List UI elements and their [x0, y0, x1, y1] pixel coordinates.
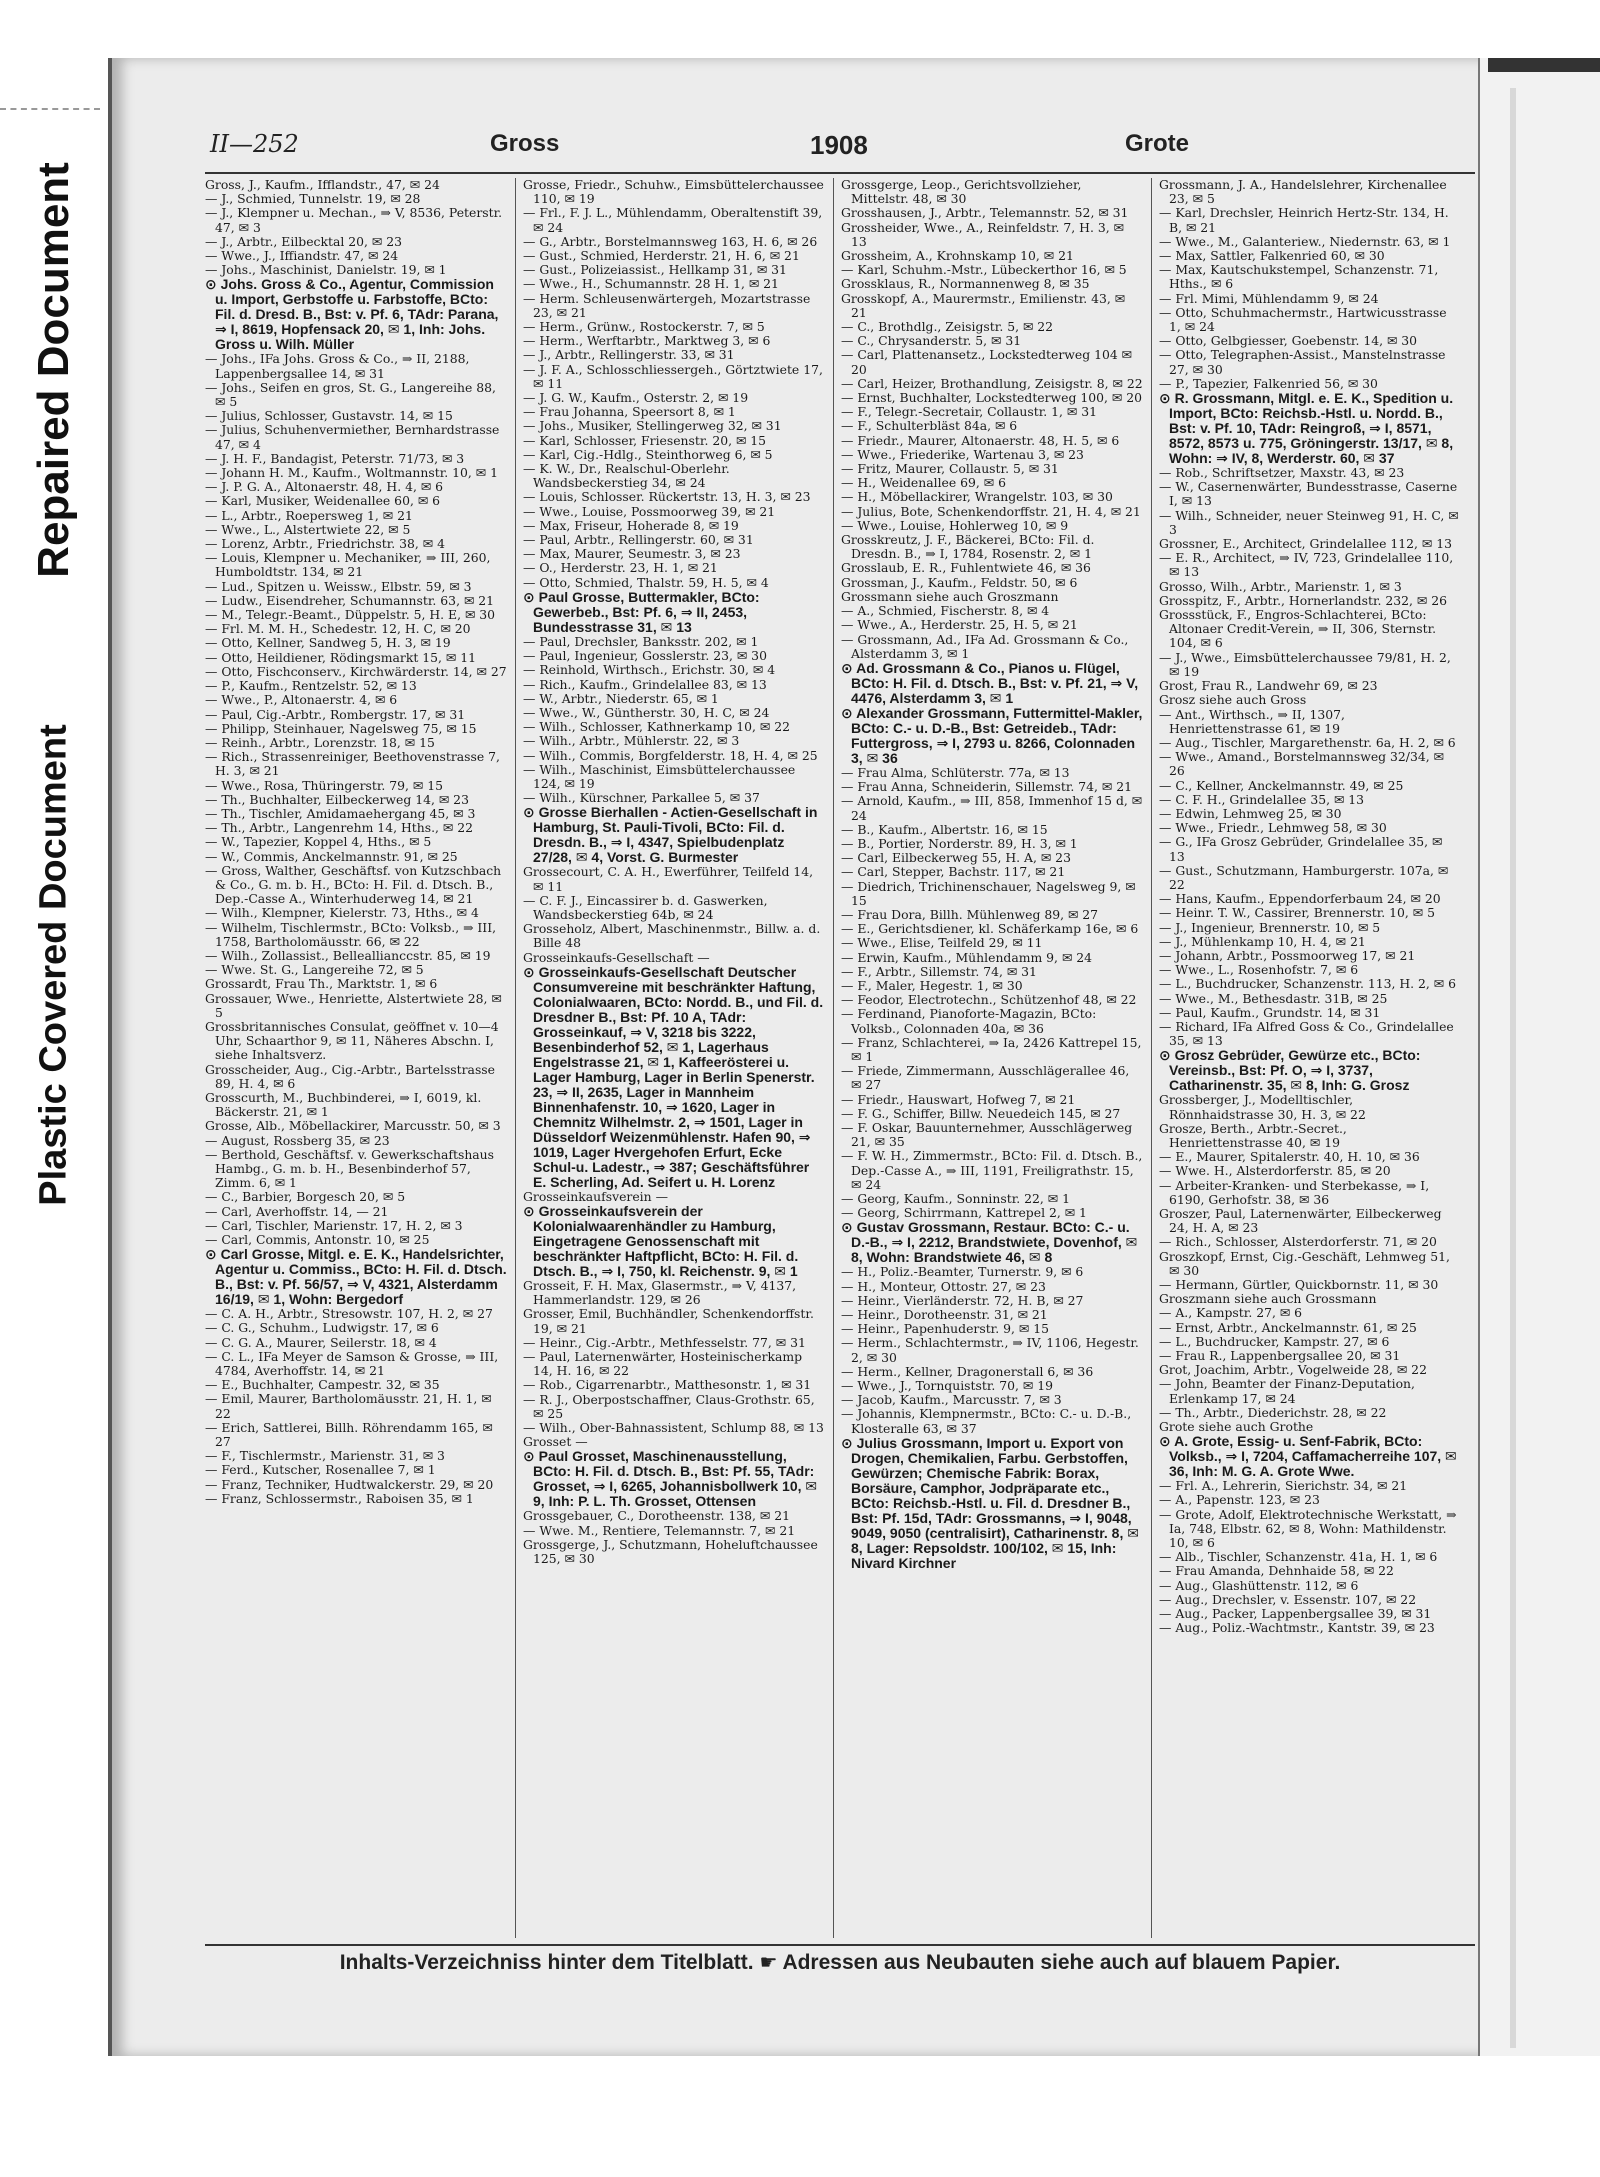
- directory-entry: — Johs., Maschinist, Danielstr. 19, ✉ 1: [205, 262, 447, 278]
- directory-entry: Gross, J., Kaufm., Ifflandstr., 47, ✉ 24: [205, 178, 440, 192]
- directory-entry: ⊙ Ad. Grossmann & Co., Pianos u. Flügel, BCto: H. Fil. d. Dtsch. B., Bst: v. Pf. 21, ⇒ V, 4476, Alsterdamm 3, ✉ 1: [841, 659, 1139, 706]
- column-4: [1159, 178, 1461, 1938]
- directory-entry: — W., Tapezier, Koppel 4, Hths., ✉ 5: [205, 834, 432, 850]
- directory-entry: — Otto, Telegraphen-Assist., Manstelnstrasse 27, ✉ 30: [1159, 347, 1446, 377]
- directory-entry: — W., Arbtr., Niederstr. 65, ✉ 1: [523, 690, 719, 706]
- directory-entry: — August, Rossberg 35, ✉ 23: [205, 1132, 390, 1148]
- directory-entry: — Erwin, Kaufm., Mühlendamm 9, ✉ 24: [841, 949, 1093, 965]
- directory-entry: — L., Arbtr., Roepersweg 1, ✉ 21: [205, 507, 413, 523]
- directory-entry: — J., Mühlenkamp 10, H. 4, ✉ 21: [1159, 933, 1366, 949]
- directory-entry: — Grossmann, Ad., IFa Ad. Grossmann & Co., Alsterdamm 3, ✉ 1: [841, 631, 1129, 661]
- directory-entry: Grossklaus, R., Normannenweg 8, ✉ 35: [841, 276, 1090, 292]
- directory-entry: — Wwe., Louise, Hohlerweg 10, ✉ 9: [841, 517, 1069, 533]
- directory-entry: — Edwin, Lehmweg 25, ✉ 30: [1159, 805, 1342, 821]
- directory-entry: Grosskopf, A., Maurermstr., Emilienstr. 43, ✉ 21: [841, 290, 1126, 320]
- directory-entry: — Reinhold, Wirthsch., Erichstr. 30, ✉ 4: [523, 662, 776, 678]
- directory-entry: — Louis, Schlosser. Rückertstr. 13, H. 3, ✉ 23: [523, 489, 811, 505]
- directory-entry: Grossgerge, Leop., Gerichtsvollzieher, Mittelstr. 48, ✉ 30: [841, 178, 1082, 207]
- directory-entry: — M., Telegr.-Beamt., Düppelstr. 5, H. E, ✉ 30: [205, 607, 496, 623]
- directory-entry: ⊙ R. Grossmann, Mitgl. e. E. K., Spedition u. Import, BCto: Reichsb.-Hstl. u. Nordd. B., Bst: v. Pf. 10, TAdr: Reingroß, ⇒ I, 8571, 8572, 8573 u. 775, Gröningerstr. 13/17, ✉ 8, Wohn: ⇒ IV, 8, Werderstr. 60, ✉ 37: [1159, 390, 1454, 467]
- directory-entry: Grosse, Friedr., Schuhw., Eimsbüttelerchaussee 110, ✉ 19: [523, 178, 824, 207]
- directory-entry: — Ferd., Kutscher, Rosenallee 7, ✉ 1: [205, 1462, 436, 1478]
- directory-entry: — Rob., Schriftsetzer, Maxstr. 43, ✉ 23: [1159, 465, 1405, 481]
- directory-entry: Grossheider, Wwe., A., Reinfeldstr. 7, H. 3, ✉ 13: [841, 219, 1125, 249]
- directory-entry: — C. G. A., Maurer, Seilerstr. 18, ✉ 4: [205, 1334, 437, 1350]
- directory-entry: — H., Monteur, Ottostr. 27, ✉ 23: [841, 1278, 1046, 1294]
- directory-entry: Grossmann siehe auch Groszmann: [841, 588, 1059, 604]
- directory-entry: — Feodor, Electrotechn., Schützenhof 48, ✉ 22: [841, 992, 1137, 1008]
- directory-entry: — Georg, Schirrmann, Kattrepel 2, ✉ 1: [841, 1205, 1087, 1221]
- directory-entry: — Wilh., Schlosser, Kathnerkamp 10, ✉ 22: [523, 719, 790, 735]
- directory-entry: — Otto, Fischconserv., Kirchwärderstr. 14, ✉ 27: [205, 663, 507, 679]
- directory-entry: — Frl. M. M. H., Schedestr. 12, H. C, ✉ 20: [205, 621, 471, 637]
- directory-entry: — Karl, Cig.-Hdlg., Steinthorweg 6, ✉ 5: [523, 446, 773, 462]
- directory-entry: Grossbritannisches Consulat, geöffnet v. 10—4 Uhr, Schaarthor 9, ✉ 11, Näheres Abschn. I, siehe Inhaltsverz.: [205, 1018, 499, 1063]
- directory-entry: Grosseit, F. H. Max, Glasermstr., ⇒ V, 4137, Hammerlandstr. 129, ✉ 26: [523, 1277, 797, 1308]
- directory-entry: — Frau Amanda, Dehnhaide 58, ✉ 22: [1159, 1563, 1394, 1579]
- directory-entry: — Wwe., L., Alstertwiete 22, ✉ 5: [205, 521, 411, 537]
- directory-entry: Grosseinkaufsverein —: [523, 1188, 668, 1204]
- directory-entry: — W., Commis, Anckelmannstr. 91, ✉ 25: [205, 848, 458, 864]
- directory-entry: — Paul, Kaufm., Grundstr. 14, ✉ 31: [1159, 1004, 1381, 1020]
- directory-entry: ⊙ Grosse Bierhallen - Actien-Gesellschaft in Hamburg, St. Pauli-Tivoli, BCto: Fil. d. Dresdn. B., ⇒ I, 4347, Spielbudenplatz 27/28, ✉ 4, Vorst. G. Burmester: [523, 804, 818, 866]
- directory-entry: — J. H. F., Bandagist, Peterstr. 71/73, ✉ 3: [205, 450, 465, 466]
- directory-entry: — E., Maurer, Spitalerstr. 40, H. 10, ✉ 36: [1159, 1149, 1420, 1165]
- directory-entry: — J., Arbtr., Rellingerstr. 33, ✉ 31: [523, 347, 735, 363]
- directory-entry: Grossardt, Frau Th., Marktstr. 1, ✉ 6: [205, 976, 438, 992]
- directory-entry: — Paul, Drechsler, Banksstr. 202, ✉ 1: [523, 633, 759, 649]
- directory-entry: — Th., Arbtr., Diederichstr. 28, ✉ 22: [1159, 1404, 1387, 1420]
- directory-entry: — Frau Johanna, Speersort 8, ✉ 1: [523, 404, 736, 420]
- directory-entry: — Th., Tischler, Amidamaehergang 45, ✉ 3: [205, 805, 476, 821]
- directory-entry: — Friedr., Hauswart, Hofweg 7, ✉ 21: [841, 1091, 1076, 1107]
- directory-entry: — Franz, Techniker, Hudtwalckerstr. 29, ✉ 20: [205, 1476, 494, 1492]
- directory-entry: — Julius, Schlosser, Gustavstr. 14, ✉ 15: [205, 408, 453, 424]
- directory-entry: — C., Barbier, Borgesch 20, ✉ 5: [205, 1189, 406, 1205]
- directory-entry: — Frau Anna, Schneiderin, Sillemstr. 74, ✉ 21: [841, 779, 1132, 795]
- directory-entry: — Wwe. H., Alsterdorferstr. 85, ✉ 20: [1159, 1163, 1391, 1179]
- directory-entry: — P., Tapezier, Falkenried 56, ✉ 30: [1159, 375, 1378, 391]
- directory-entry: — J., Arbtr., Eilbecktal 20, ✉ 23: [205, 233, 402, 249]
- column-divider: [833, 178, 834, 1938]
- directory-entry: — Otto, Kellner, Sandweg 5, H. 3, ✉ 19: [205, 635, 451, 651]
- directory-entry: Grossauer, Wwe., Henriette, Alstertwiete 28, ✉ 5: [205, 990, 502, 1020]
- directory-entry: — J., Klempner u. Mechan., ⇒ V, 8536, Peterstr. 47, ✉ 3: [205, 205, 503, 235]
- directory-entry: ⊙ Johs. Gross & Co., Agentur, Commission u. Import, Gerbstoffe u. Farbstoffe, BCto: Fil. d. Dresd. B., Bst: v. Pf. 6, TAdr: Parana, ⇒ I, 8619, Hopfensack 20, ✉ 1, Inh: Johs. Gross u. Wilh. Müller: [205, 276, 499, 353]
- directory-entry: — L., Buchdrucker, Kampstr. 27, ✉ 6: [1159, 1333, 1390, 1349]
- directory-entry: — Paul, Arbtr., Rellingerstr. 60, ✉ 31: [523, 532, 754, 548]
- directory-entry: — J. P. G. A., Altonaerstr. 48, H. 4, ✉ 6: [205, 479, 444, 495]
- header-year: 1908: [810, 130, 868, 160]
- directory-entry: — Rich., Schlosser, Alsterdorferstr. 71, ✉ 20: [1159, 1234, 1437, 1250]
- directory-entry: — Johann H. M., Kaufm., Woltmannstr. 10, ✉ 1: [205, 465, 498, 481]
- directory-entry: ⊙ Grosseinkaufsverein der Kolonialwaarenhändler zu Hamburg, Eingetragene Genossenschaft mit beschränkter Haftpflicht, BCto: H. Fil. d. Dtsch. B., ⇒ I, 750, kl. Reichenstr. 9, ✉ 1: [523, 1202, 799, 1279]
- directory-entry: — Wwe. M., Rentiere, Telemannstr. 7, ✉ 21: [523, 1522, 796, 1538]
- directory-entry: — Otto, Schmied, Thalstr. 59, H. 5, ✉ 4: [523, 574, 769, 590]
- directory-entry: — Heinr., Vierländerstr. 72, H. B, ✉ 27: [841, 1292, 1084, 1308]
- header-right-word: Grote: [1125, 130, 1190, 157]
- directory-entry: Grosskreutz, J. F., Bäckerei, BCto: Fil. d. Dresdn. B., ⇒ I, 1784, Rosenstr. 2, ✉ 1: [841, 532, 1095, 562]
- directory-entry: Grosseholz, Albert, Maschinenmstr., Billw. a. d. Bille 48: [523, 921, 821, 951]
- directory-entry: — Wwe., P., Altonaerstr. 4, ✉ 6: [205, 692, 398, 708]
- directory-entry: — Wilh., Arbtr., Mühlerstr. 22, ✉ 3: [523, 733, 740, 749]
- directory-entry: Grosze, Berth., Arbtr.-Secret., Henriettenstrasse 40, ✉ 19: [1159, 1120, 1347, 1150]
- directory-entry: — Johann, Arbtr., Possmoorweg 17, ✉ 21: [1159, 947, 1416, 963]
- column-divider: [515, 178, 516, 1938]
- directory-entry: — W., Casernenwärter, Bundesstrasse, Caserne I, ✉ 13: [1159, 479, 1458, 509]
- directory-entry: — Aug., Poliz.-Wachtmstr., Kantstr. 39, ✉ 23: [1159, 1620, 1435, 1636]
- directory-entry: — Franz, Schlachterei, ⇒ Ia, 2426 Kattrepel 15, ✉ 1: [841, 1034, 1142, 1064]
- directory-entry: — Max, Sattler, Falkenried 60, ✉ 30: [1159, 248, 1385, 264]
- directory-entry: — H., Poliz.-Beamter, Turnerstr. 9, ✉ 6: [841, 1264, 1084, 1280]
- directory-entry: Grossecourt, C. A. H., Ewerführer, Teilfeld 14, ✉ 11: [523, 864, 814, 894]
- page-header: [210, 130, 1490, 166]
- directory-entry: ⊙ Paul Grosse, Buttermakler, BCto: Gewerbeb., Bst: Pf. 6, ⇒ II, 2453, Bundesstrasse 31, ✉ 13: [523, 588, 760, 635]
- directory-entry: — Philipp, Steinhauer, Nagelsweg 75, ✉ 15: [205, 720, 477, 736]
- directory-entry: — Aug., Packer, Lappenbergsallee 39, ✉ 31: [1159, 1606, 1432, 1622]
- directory-entry: — A., Papenstr. 123, ✉ 23: [1159, 1492, 1320, 1508]
- directory-entry: — Th., Buchhalter, Eilbeckerweg 14, ✉ 23: [205, 791, 469, 807]
- directory-entry: — Th., Arbtr., Langenrehm 14, Hths., ✉ 22: [205, 820, 473, 836]
- directory-entry: Grosz siehe auch Gross: [1159, 692, 1307, 708]
- directory-entry: Grot, Joachim, Arbtr., Vogelweide 28, ✉ 22: [1159, 1362, 1427, 1378]
- directory-entry: — Wilhelm, Tischlermstr., BCto: Volksb., ⇒ III, 1758, Bartholomäusstr. 66, ✉ 22: [205, 919, 497, 949]
- directory-entry: — Wwe., J., Iffiandstr. 47, ✉ 24: [205, 248, 399, 264]
- directory-entry: — A., Kampstr. 27, ✉ 6: [1159, 1305, 1303, 1321]
- directory-entry: — J. G. W., Kaufm., Osterstr. 2, ✉ 19: [523, 390, 749, 406]
- directory-entry: — Ant., Wirthsch., ⇒ II, 1307, Henriettenstrasse 61, ✉ 19: [1159, 706, 1345, 736]
- directory-entry: — Ferdinand, Pianoforte-Magazin, BCto: Volksb., Colonnaden 40a, ✉ 36: [841, 1006, 1097, 1036]
- directory-entry: Grosspitz, F., Arbtr., Hornerlandstr. 232, ✉ 26: [1159, 592, 1447, 608]
- directory-entry: — Alb., Tischler, Schanzenstr. 41a, H. 1, ✉ 6: [1159, 1549, 1438, 1565]
- page-number: II—252: [210, 130, 299, 158]
- directory-entry: — Herm., Schlachtermstr., ⇒ IV, 1106, Hegestr. 2, ✉ 30: [841, 1335, 1139, 1365]
- directory-columns: [205, 178, 1475, 1938]
- directory-entry: — J., Schmied, Tunnelstr. 19, ✉ 28: [205, 191, 421, 207]
- directory-entry: — B., Portier, Norderstr. 89, H. 3, ✉ 1: [841, 835, 1078, 851]
- directory-entry: ⊙ Paul Grosset, Maschinenausstellung, BCto: H. Fil. d. Dtsch. B., Bst: Pf. 55, TAdr: Grosset, ⇒ I, 6265, Johannisbollwerk 10, ✉ 9, Inh: P. L. Th. Grosset, Ottensen: [523, 1448, 818, 1510]
- directory-entry: — Fritz, Maurer, Collaustr. 5, ✉ 31: [841, 461, 1059, 477]
- directory-entry: — Friedr., Maurer, Altonaerstr. 48, H. 5, ✉ 6: [841, 432, 1120, 448]
- directory-entry: — Richard, IFa Alfred Goss & Co., Grindelallee 35, ✉ 13: [1159, 1018, 1454, 1049]
- directory-entry: — Julius, Bote, Schenkendorffstr. 21, H. 4, ✉ 21: [841, 503, 1141, 519]
- directory-entry: — Gross, Walther, Geschäftsf. von Kutzschbach & Co., G. m. b. H., BCto: H. Fil. d. Dtsch. B., Dep.-Casse A., Winterhuderweg 14, ✉ 21: [205, 862, 502, 907]
- directory-entry: — Karl, Schuhm.-Mstr., Lübeckerthor 16, ✉ 5: [841, 262, 1127, 278]
- directory-entry: — F. G., Schiffer, Billw. Neuedeich 145, ✉ 27: [841, 1105, 1121, 1121]
- header-left-word: Gross: [490, 130, 560, 157]
- directory-entry: Grossmann, J. A., Handelslehrer, Kirchenallee 23, ✉ 5: [1159, 178, 1447, 207]
- directory-entry: Groszkopf, Ernst, Cig.-Geschäft, Lehmweg 51, ✉ 30: [1159, 1248, 1450, 1278]
- header-rule: [205, 172, 1475, 174]
- directory-entry: — Frl. A., Lehrerin, Sierichstr. 34, ✉ 21: [1159, 1478, 1408, 1494]
- directory-entry: — P., Kaufm., Rentzelstr. 52, ✉ 13: [205, 678, 417, 694]
- directory-entry: — C. G., Schuhm., Ludwigstr. 17, ✉ 6: [205, 1320, 439, 1336]
- page-edge: [1478, 58, 1600, 2056]
- directory-entry: — Wilh., Klempner, Kielerstr. 73, Hths., ✉ 4: [205, 905, 479, 921]
- page-edge-strip: [1510, 88, 1516, 2048]
- directory-entry: — E. R., Architect, ⇒ IV, 723, Grindelallee 110, ✉ 13: [1159, 550, 1454, 580]
- directory-entry: — Lorenz, Arbtr., Friedrichstr. 38, ✉ 4: [205, 536, 445, 552]
- directory-entry: — F. Oskar, Bauunternehmer, Ausschlägerweg 21, ✉ 35: [841, 1119, 1133, 1150]
- page-footer: [205, 1950, 1475, 1986]
- directory-entry: — Max, Friseur, Hoherade 8, ✉ 19: [523, 517, 739, 533]
- directory-entry: — Hans, Kaufm., Eppendorferbaum 24, ✉ 20: [1159, 891, 1441, 907]
- directory-entry: — Wwe., M., Bethesdastr. 31B, ✉ 25: [1159, 990, 1388, 1006]
- directory-entry: — A., Schmied, Fischerstr. 8, ✉ 4: [841, 603, 1050, 619]
- directory-entry: Grote siehe auch Grothe: [1159, 1419, 1314, 1435]
- directory-entry: — Wwe., J., Tornquiststr. 70, ✉ 19: [841, 1378, 1054, 1394]
- directory-entry: — Johs., Musiker, Stellingerweg 32, ✉ 31: [523, 418, 782, 434]
- directory-entry: Grosscheider, Aug., Cig.-Arbtr., Bartelsstrasse 89, H. 4, ✉ 6: [205, 1061, 495, 1091]
- directory-entry: Grosset —: [523, 1434, 588, 1450]
- directory-entry: — Berthold, Geschäftsf. v. Gewerkschaftshaus Hambg., G. m. b. H., Besenbinderhof 57, Zimm. 6, ✉ 1: [205, 1146, 495, 1191]
- directory-entry: ⊙ Grosz Gebrüder, Gewürze etc., BCto: Vereinsb., Bst: Pf. O, ⇒ I, 3737, Catharinenstr. 35, ✉ 8, Inh: G. Grosz: [1159, 1047, 1421, 1094]
- directory-entry: — R. J., Oberpostschaffner, Claus-Grothstr. 65, ✉ 25: [523, 1391, 815, 1421]
- directory-entry: — Carl, Tischler, Marienstr. 17, H. 2, ✉ 3: [205, 1217, 463, 1233]
- directory-entry: — Aug., Glashüttenstr. 112, ✉ 6: [1159, 1577, 1359, 1593]
- directory-entry: — John, Beamter der Finanz-Deputation, Erlenkamp 17, ✉ 24: [1159, 1376, 1415, 1406]
- directory-entry: — E., Buchhalter, Campestr. 32, ✉ 35: [205, 1377, 440, 1393]
- directory-entry: — Carl, Plattenansetz., Lockstedterweg 104 ✉ 20: [841, 347, 1133, 377]
- directory-entry: — Wwe., Elise, Teilfeld 29, ✉ 11: [841, 935, 1043, 951]
- directory-entry: — Wilh., Zollassist., Belleallianccstr. 85, ✉ 19: [205, 947, 491, 963]
- directory-entry: Grossheim, A., Krohnskamp 10, ✉ 21: [841, 248, 1074, 264]
- directory-entry: Grosser, Emil, Buchhändler, Schenkendorffstr. 19, ✉ 21: [523, 1306, 814, 1336]
- directory-entry: Grost, Frau R., Landwehr 69, ✉ 23: [1159, 678, 1378, 694]
- directory-entry: ⊙ Julius Grossmann, Import u. Export von Drogen, Chemikalien, Farbu. Gerbstoffen, Gewürzen; Chemische Fabrik: Borax, Borsäure, Camphor, Jodpräparate etc., BCto: Reichsb.-Hstl. u. Fil. d. Dresdner B., Bst: Pf. 15d, TAdr: Grossmanns, ⇒ I, 9048, 9049, 9050 (centralisirt), Catharinenstr. 8, ✉ 8, Lager: Repsoldstr. 100/102, ✉ 15, Inh: Nivard Kirchner: [841, 1434, 1139, 1571]
- directory-entry: — C., Chrysanderstr. 5, ✉ 31: [841, 333, 1022, 349]
- directory-entry: — Gust., Schmied, Herderstr. 21, H. 6, ✉ 21: [523, 248, 800, 264]
- column-divider: [1151, 178, 1152, 1938]
- directory-entry: — Carl, Commis, Antonstr. 10, ✉ 25: [205, 1232, 430, 1248]
- directory-entry: — Herm., Kellner, Dragonerstall 6, ✉ 36: [841, 1363, 1094, 1379]
- directory-entry: — Emil, Maurer, Bartholomäusstr. 21, H. 1, ✉ 22: [205, 1391, 492, 1421]
- footer-right-text: Adressen aus Neubauten siehe auch auf blauem Papier.: [782, 1951, 1341, 1974]
- directory-entry: — Wwe., L., Rosenhofstr. 7, ✉ 6: [1159, 962, 1359, 978]
- directory-entry: — Julius, Schuhenvermiether, Bernhardstrasse 47, ✉ 4: [205, 422, 500, 452]
- directory-entry: — Herm., Werftarbtr., Marktweg 3, ✉ 6: [523, 333, 771, 349]
- directory-entry: — H., Weidenallee 69, ✉ 6: [841, 475, 1006, 491]
- directory-entry: — J., Wwe., Eimsbüttelerchaussee 79/81, H. 2, ✉ 19: [1159, 649, 1451, 679]
- directory-entry: — C., Kellner, Anckelmannstr. 49, ✉ 25: [1159, 777, 1404, 793]
- directory-entry: — C. A. H., Arbtr., Stresowstr. 107, H. 2, ✉ 27: [205, 1306, 493, 1322]
- directory-entry: — B., Kaufm., Albertstr. 16, ✉ 15: [841, 821, 1048, 837]
- directory-entry: — Carl, Stepper, Bachstr. 117, ✉ 21: [841, 864, 1066, 880]
- directory-entry: — Karl, Musiker, Weidenallee 60, ✉ 6: [205, 493, 441, 509]
- directory-entry: Grosseinkaufs-Gesellschaft —: [523, 949, 710, 965]
- directory-entry: — Wilh., Schneider, neuer Steinweg 91, H. C, ✉ 3: [1159, 507, 1459, 537]
- directory-entry: — Arnold, Kaufm., ⇒ III, 858, Immenhof 15 d, ✉ 24: [841, 793, 1143, 823]
- directory-entry: — E., Gerichtsdiener, kl. Schäferkamp 16e, ✉ 6: [841, 921, 1139, 937]
- directory-entry: — F. W. H., Zimmermstr., BCto: Fil. d. Dtsch. B., Dep.-Casse A., ⇒ III, 1191, Freiligrathstr. 15, ✉ 24: [841, 1148, 1143, 1192]
- directory-entry: — Frau R., Lappenbergsallee 20, ✉ 31: [1159, 1348, 1401, 1364]
- directory-entry: — Louis, Klempner u. Mechaniker, ⇒ III, 260, Humboldtstr. 134, ✉ 21: [205, 550, 491, 580]
- directory-entry: — Wwe., Rosa, Thüringerstr. 79, ✉ 15: [205, 777, 444, 793]
- directory-entry: — Arbeiter-Kranken- und Sterbekasse, ⇒ I, 6190, Gerhofstr. 38, ✉ 36: [1159, 1177, 1430, 1207]
- directory-entry: — Frl. Mimi, Mühlendamm 9, ✉ 24: [1159, 290, 1379, 306]
- directory-entry: Grosshausen, J., Arbtr., Telemannstr. 52, ✉ 31: [841, 205, 1129, 221]
- directory-entry: ⊙ Grosseinkaufs-Gesellschaft Deutscher Consumvereine mit beschränkter Haftung, Colonialwaaren, BCto: Nordd. B., und Fil. d. Dresdner B., Bst: Pf. 10 A, TAdr: Grosseinkauf, ⇒ V, 3218 bis 3222, Besenbinderhof 52, ✉ 1, Lagerhaus Engelstrasse 21, ✉ 1, Kaffeerösterei u. Lager Hamburg, Lager in Berlin Spenerstr. 23, ⇒ II, 2635, Lager in Mannheim Binnenhafenstr. 10, ⇒ 1620, Lager in Chemnitz Wilhelmstr. 2, ⇒ 1501, Lager in Düsseldorf Weizenmühlenstr. Hafen 90, ⇒ 1019, Lager Hvergehofen Erfurt, Ecke Schul-u. Ladestr., ⇒ 387; Geschäftsführer E. Scherling, Ad. Seifert u. H. Lorenz: [523, 963, 824, 1190]
- directory-entry: Groszmann siehe auch Grossmann: [1159, 1291, 1377, 1307]
- directory-entry: — Grote, Adolf, Elektrotechnische Werkstatt, ⇒ Ia, 748, Elbstr. 62, ✉ 8, Wohn: Mathildenstr. 10, ✉ 6: [1159, 1506, 1457, 1551]
- directory-entry: Grossstück, F., Engros-Schlachterei, BCto: Altonaer Credit-Verein, ⇒ II, 306, Sternstr. 104, ✉ 6: [1159, 607, 1437, 651]
- footer-left-text: Inhalts-Verzeichniss hinter dem Titelblatt.: [339, 1951, 754, 1974]
- directory-entry: — J. F. A., Schlosschliessergeh., Görtztwiete 17, ✉ 11: [523, 361, 823, 391]
- directory-entry: — Wwe., Amand., Borstelmannsweg 32/34, ✉ 26: [1159, 749, 1444, 779]
- directory-entry: — Karl, Schlosser, Friesenstr. 20, ✉ 15: [523, 432, 767, 448]
- directory-entry: — Rich., Kaufm., Grindelallee 83, ✉ 13: [523, 676, 767, 692]
- directory-entry: Grossgerge, J., Schutzmann, Hoheluftchaussee 125, ✉ 30: [523, 1536, 818, 1566]
- directory-entry: Grosslaub, E. R., Fuhlentwiete 46, ✉ 36: [841, 560, 1091, 576]
- directory-entry: Grossberger, J., Modelltischler, Rönnhaidstrasse 30, H. 3, ✉ 22: [1159, 1092, 1366, 1122]
- directory-entry: — Wilh., Maschinist, Eimsbüttelerchaussee 124, ✉ 19: [523, 761, 796, 791]
- directory-entry: — Aug., Drechsler, v. Essenstr. 107, ✉ 22: [1159, 1591, 1417, 1607]
- directory-entry: — L., Buchdrucker, Schanzenstr. 113, H. 2, ✉ 6: [1159, 976, 1456, 992]
- directory-entry: — Carl, Eilbeckerweg 55, H. A, ✉ 23: [841, 850, 1071, 866]
- directory-entry: — Jacob, Kaufm., Marcusstr. 7, ✉ 3: [841, 1392, 1062, 1408]
- directory-entry: — Wilh., Ober-Bahnassistent, Schlump 88, ✉ 13: [523, 1419, 824, 1435]
- directory-entry: — Paul, Laternenwärter, Hosteinischerkamp 14, H. 16, ✉ 22: [523, 1348, 803, 1379]
- directory-entry: — J., Ingenieur, Brennerstr. 10, ✉ 5: [1159, 919, 1381, 935]
- directory-entry: — Herm. Schleusenwärtergeh, Mozartstrasse 23, ✉ 21: [523, 290, 811, 320]
- directory-entry: — F., Telegr.-Secretair, Collaustr. 1, ✉ 31: [841, 404, 1097, 420]
- directory-entry: Grosscurth, M., Buchbinderei, ⇒ I, 6019, kl. Bäckerstr. 21, ✉ 1: [205, 1089, 482, 1120]
- directory-entry: — F., Tischlermstr., Marienstr. 31, ✉ 3: [205, 1448, 445, 1464]
- directory-entry: — C. L., IFa Meyer de Samson & Grosse, ⇒ III, 4784, Averhoffstr. 14, ✉ 21: [205, 1348, 499, 1379]
- directory-entry: — Frau Dora, Billh. Mühlenweg 89, ✉ 27: [841, 906, 1099, 922]
- directory-entry: — Ludw., Eisendreher, Schumannstr. 63, ✉ 21: [205, 592, 495, 608]
- directory-entry: — Johannis, Klempnermstr., BCto: C.- u. D.-B., Klosteralle 63, ✉ 37: [841, 1406, 1132, 1436]
- directory-entry: — Erich, Sattlerei, Billh. Röhrendamm 165, ✉ 27: [205, 1419, 493, 1450]
- directory-entry: Grossgebauer, C., Dorotheenstr. 138, ✉ 21: [523, 1508, 790, 1524]
- directory-entry: — F., Arbtr., Sillemstr. 74, ✉ 31: [841, 963, 1037, 979]
- column-3: [841, 178, 1143, 1938]
- column-1: [205, 178, 507, 1938]
- repaired-document-label: Repaired Document: [29, 162, 78, 578]
- directory-entry: — G., Arbtr., Borstelmannsweg 163, H. 6, ✉ 26: [523, 233, 818, 249]
- directory-entry: Grossner, E., Architect, Grindelallee 112, ✉ 13: [1159, 536, 1452, 552]
- directory-entry: — Rob., Cigarrenarbtr., Matthesonstr. 1, ✉ 31: [523, 1377, 812, 1393]
- directory-entry: Groszer, Paul, Laternenwärter, Eilbeckerweg 24, H. A, ✉ 23: [1159, 1206, 1442, 1236]
- directory-entry: — K. W., Dr., Realschul-Oberlehr. Wandsbeckerstieg 34, ✉ 24: [523, 461, 730, 491]
- directory-entry: — F., Schulterbläst 84a, ✉ 6: [841, 418, 1018, 434]
- directory-entry: — Wwe., Friedr., Lehmweg 58, ✉ 30: [1159, 820, 1387, 836]
- pointing-hand-icon: ☛: [759, 1952, 778, 1974]
- directory-entry: — Gust., Schutzmann, Hamburgerstr. 107a, ✉ 22: [1159, 862, 1449, 892]
- directory-entry: — Paul, Ingenieur, Gosslerstr. 23, ✉ 30: [523, 648, 767, 664]
- directory-entry: — Friede, Zimmermann, Ausschlägerallee 46, ✉ 27: [841, 1063, 1130, 1093]
- directory-entry: — Wwe., Friederike, Wartenau 3, ✉ 23: [841, 446, 1084, 462]
- directory-entry: — Carl, Heizer, Brothandlung, Zeisigstr. 8, ✉ 22: [841, 375, 1143, 391]
- directory-entry: — C., Brothdlg., Zeisigstr. 5, ✉ 22: [841, 319, 1054, 335]
- plastic-covered-document-label: Plastic Covered Document: [32, 724, 75, 1206]
- page-edge-tab: [1488, 58, 1600, 72]
- directory-entry: — Wwe., H., Schumannstr. 28 H. 1, ✉ 21: [523, 276, 779, 292]
- directory-entry: — Hermann, Gürtler, Quickbornstr. 11, ✉ 30: [1159, 1277, 1439, 1293]
- directory-entry: — Reinh., Arbtr., Lorenzstr. 18, ✉ 15: [205, 734, 435, 750]
- directory-entry: — Max, Kautschukstempel, Schanzenstr. 71, Hths., ✉ 6: [1159, 262, 1439, 292]
- directory-entry: ⊙ Alexander Grossmann, Futtermittel-Makler, BCto: C.- u. D.-B., Bst: Getreideb., TAdr: Futtergross, ⇒ I, 2793 u. 8266, Colonnaden 3, ✉ 36: [841, 704, 1143, 766]
- directory-entry: — Otto, Gelbgiesser, Goebenstr. 14, ✉ 30: [1159, 333, 1418, 349]
- directory-entry: — H., Möbellackirer, Wrangelstr. 103, ✉ 30: [841, 489, 1113, 505]
- directory-entry: — Ernst, Arbtr., Anckelmannstr. 61, ✉ 25: [1159, 1319, 1417, 1335]
- directory-entry: — Gust., Polizeiassist., Hellkamp 31, ✉ 31: [523, 262, 787, 278]
- directory-entry: Grossman, J., Kaufm., Feldstr. 50, ✉ 6: [841, 574, 1078, 590]
- directory-entry: — Franz, Schlossermstr., Raboisen 35, ✉ 1: [205, 1490, 474, 1506]
- directory-entry: — Johs., Seifen en gros, St. G., Langereihe 88, ✉ 5: [205, 379, 496, 410]
- directory-entry: — Frau Alma, Schlüterstr. 77a, ✉ 13: [841, 764, 1070, 780]
- directory-entry: — Wilh., Kürschner, Parkallee 5, ✉ 37: [523, 790, 760, 806]
- directory-entry: — Paul, Cig.-Arbtr., Rombergstr. 17, ✉ 31: [205, 706, 466, 722]
- directory-entry: — Frl., F. J. L., Mühlendamm, Oberaltenstift 39, ✉ 24: [523, 205, 823, 235]
- directory-entry: — Heinr., Papenhuderstr. 9, ✉ 15: [841, 1321, 1049, 1337]
- directory-entry: — O., Herderstr. 23, H. 1, ✉ 21: [523, 560, 718, 576]
- dashed-line: [0, 108, 100, 110]
- directory-entry: ⊙ Carl Grosse, Mitgl. e. E. K., Handelsrichter, Agentur u. Commiss., BCto: H. Fil. d. Dtsch. B., Bst: v. Pf. 56/57, ⇒ V, 4321, Alsterdamm 16/19, ✉ 1, Wohn: Bergedorf: [205, 1246, 507, 1308]
- directory-entry: Grosso, Wilh., Arbtr., Marienstr. 1, ✉ 3: [1159, 578, 1402, 594]
- directory-entry: — Otto, Heildiener, Rödingsmarkt 15, ✉ 11: [205, 649, 476, 665]
- column-2: [523, 178, 825, 1938]
- side-strip: [0, 0, 108, 2177]
- directory-entry: — Heinr., Dorotheenstr. 31, ✉ 21: [841, 1307, 1048, 1323]
- directory-entry: — C. F. H., Grindelallee 35, ✉ 13: [1159, 791, 1365, 807]
- directory-entry: — Otto, Schuhmachermstr., Hartwicusstrasse 1, ✉ 24: [1159, 304, 1447, 335]
- footer-rule: [205, 1944, 1475, 1946]
- directory-entry: — Wwe., Louise, Possmoorweg 39, ✉ 21: [523, 503, 776, 519]
- directory-entry: — Wwe., A., Herderstr. 25, H. 5, ✉ 21: [841, 617, 1078, 633]
- directory-entry: — Rich., Strassenreiniger, Beethovenstrasse 7, H. 3, ✉ 21: [205, 749, 500, 779]
- directory-entry: — Max, Maurer, Seumestr. 3, ✉ 23: [523, 546, 741, 562]
- directory-entry: — Herm., Grünw., Rostockerstr. 7, ✉ 5: [523, 319, 765, 335]
- directory-entry: — C. F. J., Eincassirer b. d. Gaswerken, Wandsbeckerstieg 64b, ✉ 24: [523, 892, 768, 922]
- directory-entry: — Wilh., Commis, Borgfelderstr. 18, H. 4, ✉ 25: [523, 747, 818, 763]
- directory-entry: — Wwe., W., Güntherstr. 30, H. C, ✉ 24: [523, 704, 770, 720]
- directory-entry: ⊙ Gustav Grossmann, Restaur. BCto: C.- u. D.-B., ⇒ I, 2212, Brandstwiete, Dovenhof, ✉ 8, Wohn: Brandstwiete 46, ✉ 8: [841, 1219, 1138, 1266]
- directory-entry: — Johs., IFa Johs. Gross & Co., ⇒ II, 2188, Lappenbergsallee 14, ✉ 31: [205, 351, 470, 381]
- directory-entry: ⊙ A. Grote, Essig- u. Senf-Fabrik, BCto: Volksb., ⇒ I, 7204, Caffamacherreihe 107, ✉ 36, Inh: M. G. A. Grote Wwe.: [1159, 1433, 1457, 1480]
- directory-entry: Grosse, Alb., Möbellackirer, Marcusstr. 50, ✉ 3: [205, 1118, 501, 1134]
- directory-entry: — Heinr. T. W., Cassirer, Brennerstr. 10, ✉ 5: [1159, 905, 1435, 921]
- directory-entry: — Wwe. St. G., Langereihe 72, ✉ 5: [205, 962, 424, 978]
- directory-entry: — Heinr., Cig.-Arbtr., Methfesselstr. 77, ✉ 31: [523, 1334, 806, 1350]
- directory-entry: — Georg, Kaufm., Sonninstr. 22, ✉ 1: [841, 1191, 1071, 1206]
- directory-entry: — Ernst, Buchhalter, Lockstedterweg 100, ✉ 20: [841, 390, 1142, 406]
- directory-entry: — Carl, Averhoffstr. 14, — 21: [205, 1203, 389, 1219]
- directory-entry: — Karl, Drechsler, Heinrich Hertz-Str. 134, H. B, ✉ 21: [1159, 205, 1449, 235]
- directory-entry: — F., Maler, Hegestr. 1, ✉ 30: [841, 977, 1023, 993]
- directory-entry: — Diedrich, Trichinenschauer, Nagelsweg 9, ✉ 15: [841, 878, 1136, 908]
- directory-entry: — G., IFa Grosz Gebrüder, Grindelallee 35, ✉ 13: [1159, 834, 1443, 864]
- directory-entry: — Lud., Spitzen u. Weissw., Elbstr. 59, ✉ 3: [205, 578, 472, 594]
- directory-entry: — Aug., Tischler, Margarethenstr. 6a, H. 2, ✉ 6: [1159, 734, 1456, 750]
- directory-entry: — Wwe., M., Galanteriew., Niedernstr. 63, ✉ 1: [1159, 233, 1451, 249]
